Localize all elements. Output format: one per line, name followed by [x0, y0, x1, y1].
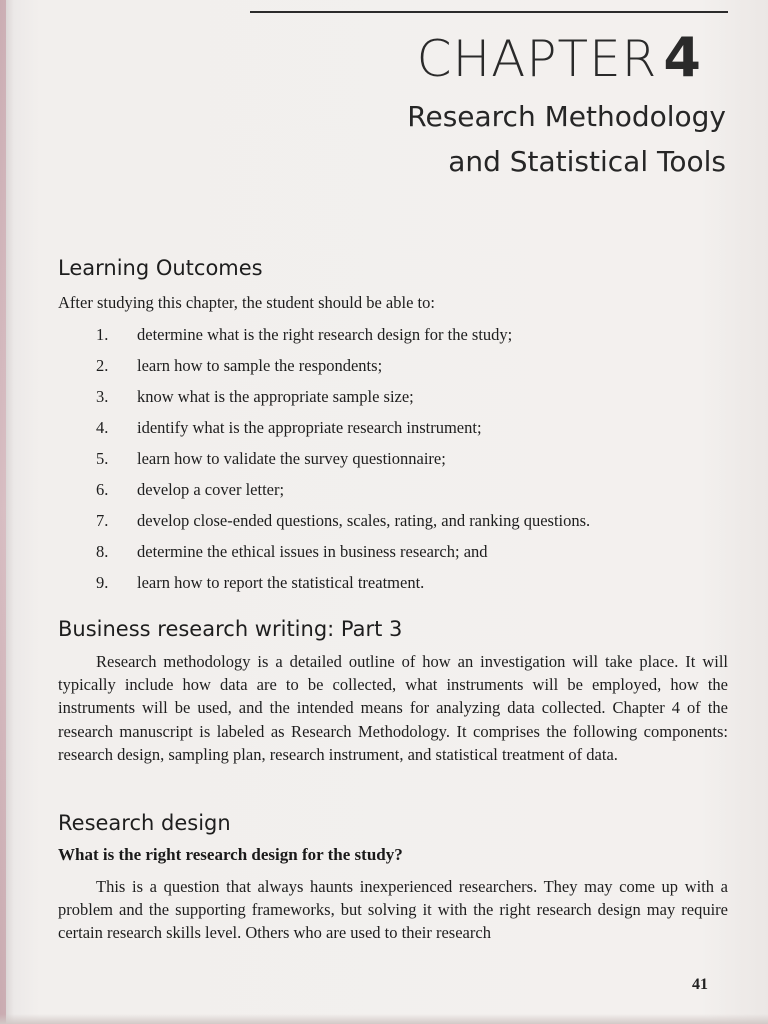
research-design-subheading: What is the right research design for the study?: [58, 845, 403, 864]
list-item: [0, 352, 768, 383]
list-item: [0, 569, 768, 600]
list-item-text: know what is the appropriate sample size;: [137, 387, 414, 406]
learning-outcomes-intro: After studying this chapter, the student should be able to:: [58, 293, 435, 312]
chapter-title-line-1: Research Methodology: [407, 100, 726, 133]
list-item-text: learn how to validate the survey questionnaire;: [137, 449, 446, 468]
research-design-heading: Research design: [58, 811, 231, 835]
learning-outcomes-heading: Learning Outcomes: [58, 256, 263, 280]
list-item-text: learn how to sample the respondents;: [137, 356, 383, 375]
list-item-text: determine the ethical issues in business research; and: [137, 542, 488, 561]
list-item-text: develop close-ended questions, scales, rating, and ranking questions.: [137, 511, 591, 530]
chapter-word: CHAPTER: [416, 30, 658, 88]
list-item-number: 3.: [96, 387, 109, 406]
list-item: [0, 383, 768, 414]
list-item: [0, 445, 768, 476]
list-item-number: 8.: [96, 542, 109, 561]
list-item-number: 6.: [96, 480, 109, 499]
page-number: 41: [692, 976, 708, 993]
list-item: [0, 414, 768, 445]
list-item: [0, 538, 768, 569]
list-item: [0, 321, 768, 352]
chapter-title: [206, 94, 726, 184]
business-research-paragraph: Research methodology is a detailed outline of how an investigation will take place. It will typically include how data are to be collected, what instruments will be employed, how the instruments will be used, and the intended means for analyzing data collected. Chapter 4 of the research manuscript is labeled as Research Methodology. It comprises the following components: research design, sampling plan, research instrument, and statistical treatment of data.: [58, 652, 728, 764]
page-bottom-edge: [0, 1014, 768, 1024]
list-item-number: 5.: [96, 449, 109, 468]
list-item-text: develop a cover letter;: [137, 480, 285, 499]
list-item-text: learn how to report the statistical treatment.: [137, 573, 425, 592]
list-item-number: 1.: [96, 325, 109, 344]
business-research-heading: Business research writing: Part 3: [58, 617, 403, 641]
header-rule: [250, 11, 728, 13]
chapter-title-line-2: and Statistical Tools: [448, 145, 726, 178]
list-item: [0, 507, 768, 538]
list-item-number: 2.: [96, 356, 109, 375]
learning-outcomes-list: [0, 321, 768, 600]
research-design-paragraph: This is a question that always haunts inexperienced researchers. They may come up with a problem and the supporting frameworks, but solving it with the right research design may require certain research skills level. Others who are used to their research: [58, 877, 728, 943]
list-item-number: 4.: [96, 418, 109, 437]
list-item-text: identify what is the appropriate research instrument;: [137, 418, 482, 437]
list-item-number: 9.: [96, 573, 109, 592]
list-item: [0, 476, 768, 507]
list-item-number: 7.: [96, 511, 109, 530]
chapter-number: 4: [663, 26, 702, 89]
chapter-label: [417, 26, 702, 89]
list-item-text: determine what is the right research design for the study;: [137, 325, 513, 344]
